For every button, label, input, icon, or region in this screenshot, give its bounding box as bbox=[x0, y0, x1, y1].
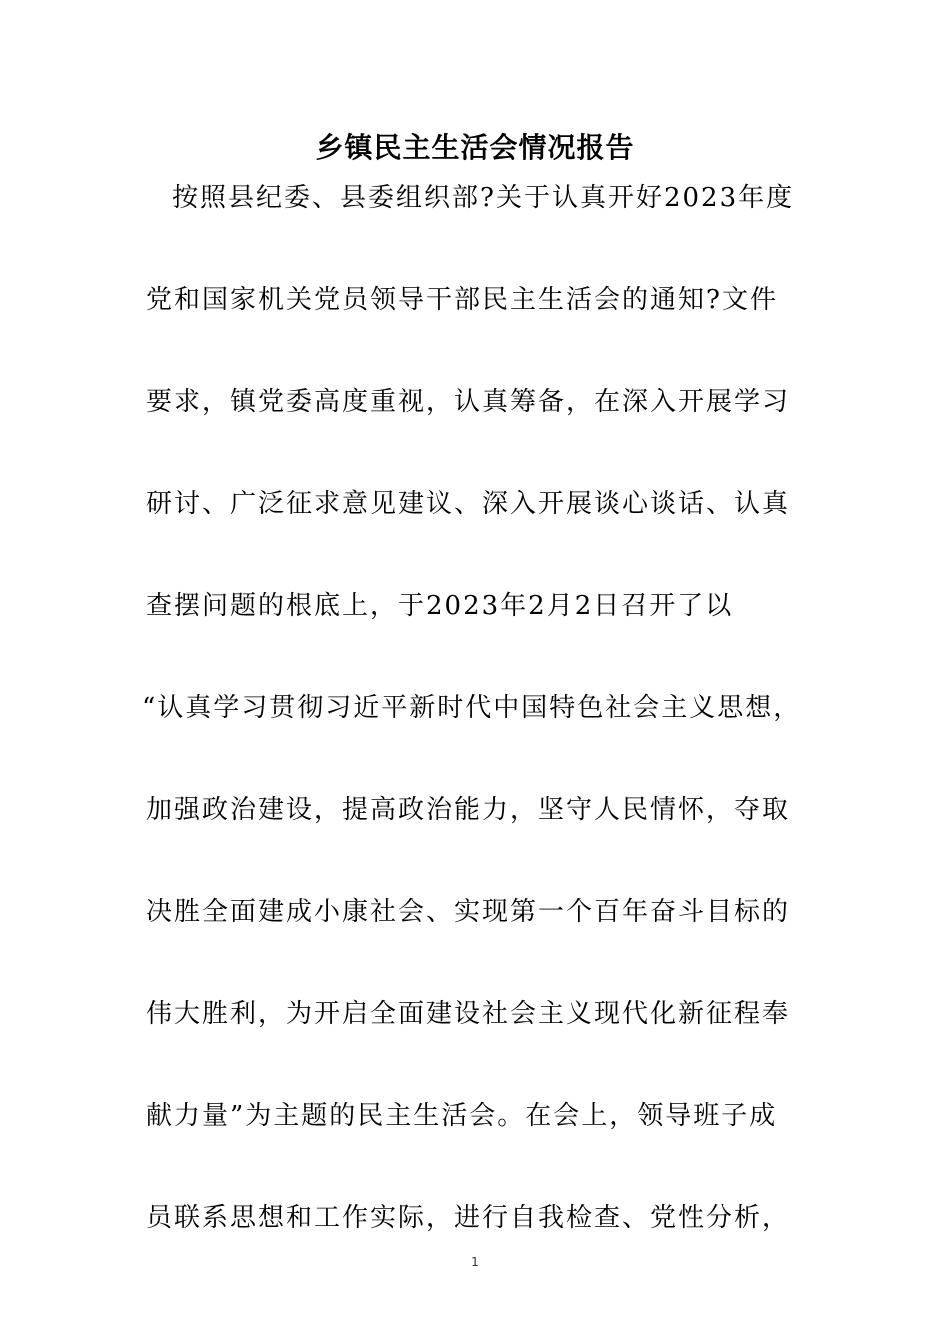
paragraph-line: 员联系思想和工作实际，进行自我检查、党性分析， bbox=[146, 1203, 791, 1233]
paragraph-line: 研讨、广泛征求意见建议、深入开展谈心谈话、认真 bbox=[146, 489, 791, 519]
paragraph-line: 要求，镇党委高度重视，认真筹备，在深入开展学习 bbox=[146, 387, 791, 417]
paragraph-line: 查摆问题的根底上，于2023年2月2日召开了以 bbox=[146, 591, 734, 621]
paragraph-line: 献力量”为主题的民主生活会。在会上，领导班子成 bbox=[146, 1101, 778, 1131]
paragraph-line: 加强政治建设，提高政治能力，坚守人民情怀，夺取 bbox=[146, 795, 791, 825]
paragraph-line: “认真学习贯彻习近平新时代中国特色社会主义思想， bbox=[142, 693, 802, 723]
paragraph-line: 决胜全面建成小康社会、实现第一个百年奋斗目标的 bbox=[146, 897, 791, 927]
document-title: 乡镇民主生活会情况报告 bbox=[315, 131, 635, 164]
paragraph-line: 按照县纪委、县委组织部?关于认真开好2023年度 bbox=[172, 183, 795, 213]
page-number: 1 bbox=[471, 1255, 479, 1269]
paragraph-line: 伟大胜利，为开启全面建设社会主义现代化新征程奉 bbox=[146, 999, 791, 1029]
paragraph-line: 党和国家机关党员领导干部民主生活会的通知?文件 bbox=[146, 285, 778, 315]
